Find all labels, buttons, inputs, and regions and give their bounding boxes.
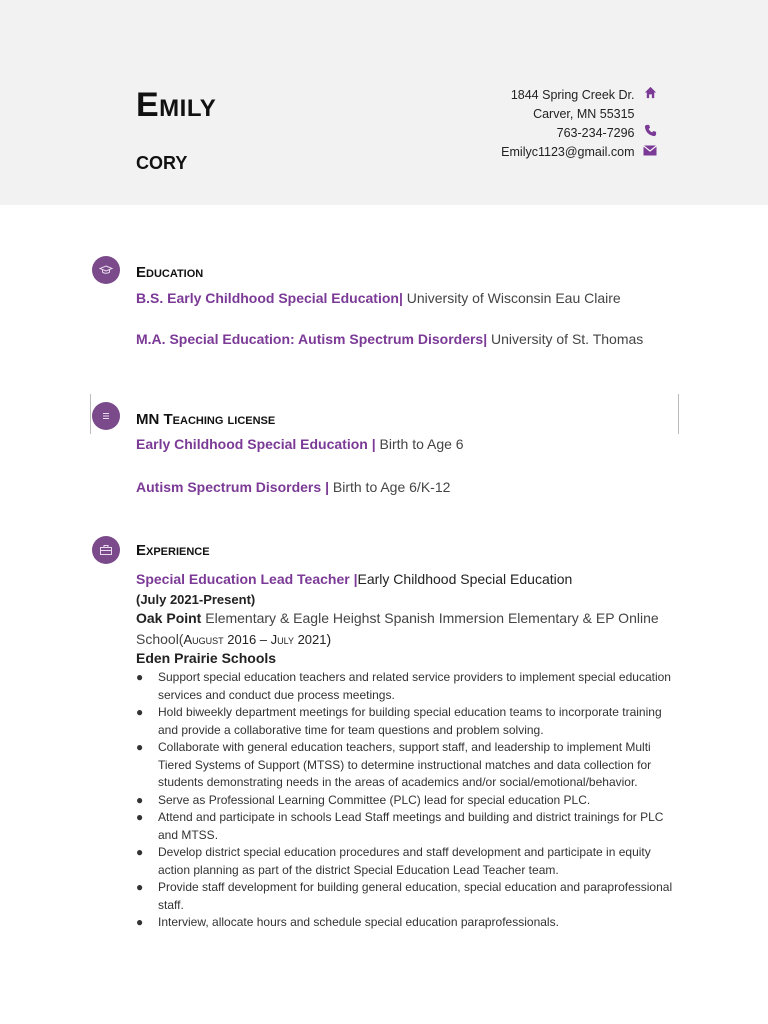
education-degree-1: B.S. Early Childhood Special Education — [136, 290, 399, 306]
email-row — [501, 143, 658, 162]
home-icon — [642, 86, 658, 105]
list-item: ● Interview, allocate hours and schedule special education paraprofessionals. — [136, 915, 559, 929]
prior-close: ) — [326, 631, 332, 647]
name-last: cory — [136, 145, 188, 175]
education-degree-2: M.A. Special Education: Autism Spectrum Disorders — [136, 331, 484, 347]
prior-dates: August 2016 – July 2021 — [183, 632, 327, 647]
address-line-1 — [501, 86, 658, 105]
license-title: MN Teaching license — [136, 411, 276, 428]
job-title: Special Education Lead Teacher — [136, 571, 350, 587]
employer: Eden Prairie Schools — [136, 650, 277, 666]
list-item: ● Provide staff development for building general education, special education and paraprofessional staff. — [136, 880, 673, 912]
education-item-2 — [136, 331, 643, 347]
list-item: ● Support special education teachers and related service providers to implement special education services and conduct due process meetings. — [136, 670, 671, 702]
address-line-1-text: 1844 Spring Creek Dr. — [510, 88, 635, 102]
list-item: ● Attend and participate in schools Lead Staff meetings and building and district trainings for PLC and MTSS. — [136, 810, 664, 842]
license-area-1: Early Childhood Special Education — [136, 436, 368, 452]
prior-position-line-1 — [136, 610, 659, 626]
job-title-line — [136, 571, 572, 587]
license-sep-2: | — [325, 479, 329, 495]
phone-icon — [642, 124, 658, 143]
education-sep-1: | — [398, 290, 403, 306]
job-dates: (July 2021-Present) — [136, 592, 256, 607]
experience-bullets — [136, 669, 676, 932]
license-area-2: Autism Spectrum Disorders — [136, 479, 322, 495]
list-item: ● Hold biweekly department meetings for building special education teams to incorporate training and provide a collaborative time for team questions and problem solving. — [136, 705, 662, 737]
phone-text[interactable]: 763-234-7296 — [556, 126, 635, 140]
experience-title: Experience — [136, 542, 210, 559]
prior-lead: Oak Point — [136, 610, 202, 626]
briefcase-icon — [92, 536, 120, 564]
address-line-2-text: Carver, MN 55315 — [533, 107, 635, 121]
list-icon — [92, 402, 120, 430]
education-school-1: University of Wisconsin Eau Claire — [406, 290, 621, 306]
address-line-2 — [501, 105, 658, 124]
job-sep: | — [353, 571, 358, 587]
list-item: ● Serve as Professional Learning Committee (PLC) lead for special education PLC. — [136, 792, 591, 807]
license-range-1: Birth to Age 6 — [379, 436, 464, 452]
email-text[interactable]: Emilyc1123@gmail.com — [501, 145, 635, 159]
list-item: ● Collaborate with general education teachers, support staff, and leadership to implement Multi Tiered Systems of Support (MTSS) to determine instructional matches and data collection for students demonstrating needs in the areas of academics and/or social/emotional/behavior. — [136, 740, 652, 789]
education-item-1 — [136, 290, 621, 306]
phone-row — [501, 124, 658, 143]
education-title: Education — [136, 264, 204, 281]
section-divider-right — [678, 394, 679, 434]
list-item: ● Develop district special education procedures and staff development and participate in equity action planning as part of the district Special Education Lead Teacher team. — [136, 845, 651, 877]
graduation-cap-icon — [92, 256, 120, 284]
license-range-2: Birth to Age 6/K-12 — [332, 479, 451, 495]
license-item-2 — [136, 479, 450, 495]
prior-rest: Elementary & Eagle Heighst Spanish Immersion Elementary & EP Online — [201, 610, 659, 626]
contact-block — [501, 86, 658, 162]
education-school-2: University of St. Thomas — [491, 331, 644, 347]
section-divider-left — [90, 394, 91, 434]
license-item-1 — [136, 436, 464, 452]
job-area: Early Childhood Special Education — [357, 571, 573, 587]
name-first: Emily — [136, 86, 217, 124]
prior-line2: School( — [136, 631, 184, 647]
prior-position-line-2 — [136, 631, 331, 647]
education-sep-2: | — [483, 331, 488, 347]
envelope-icon — [642, 143, 658, 162]
license-sep-1: | — [371, 436, 376, 452]
